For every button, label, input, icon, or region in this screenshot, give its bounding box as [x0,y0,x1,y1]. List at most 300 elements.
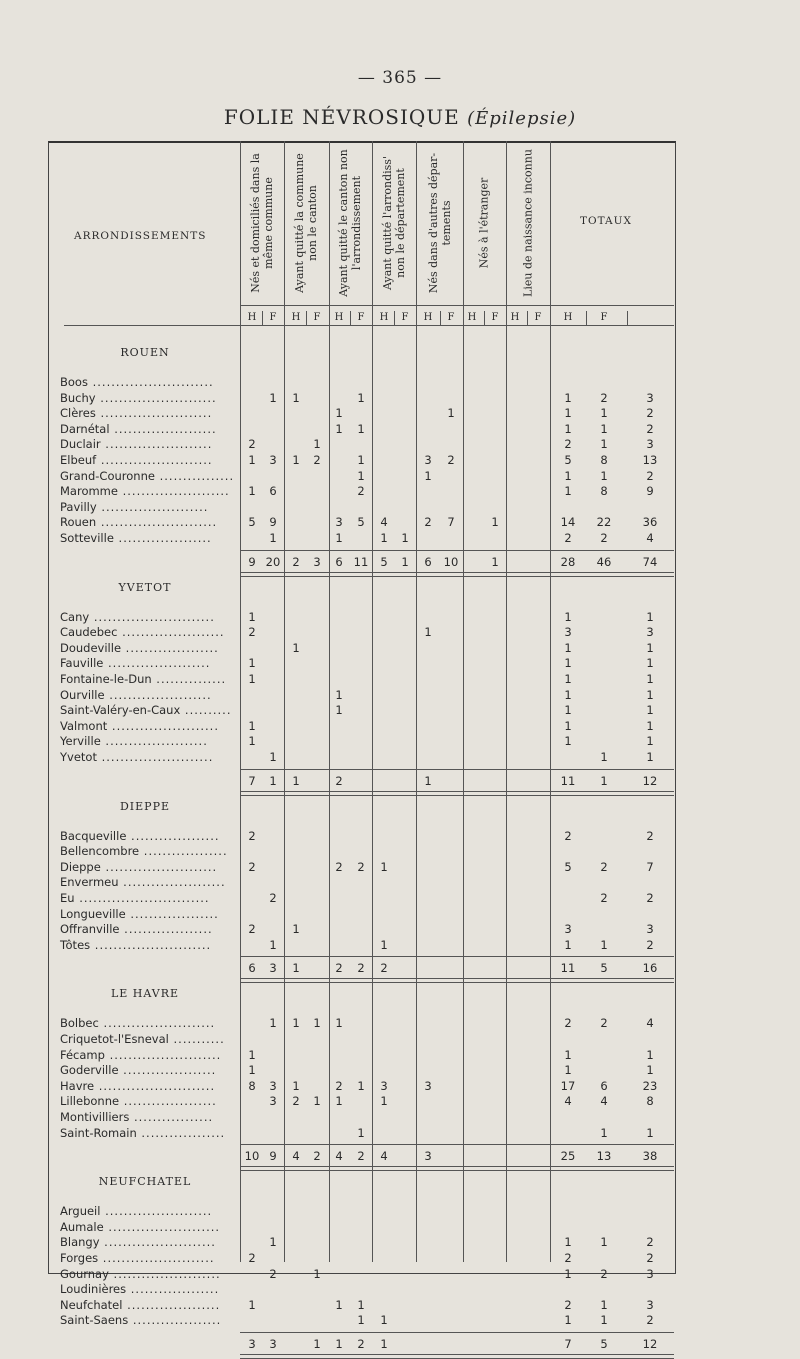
cell-value: 1 [646,1125,654,1140]
cell-value: 4 [600,1094,608,1109]
row-label: Offranville ................... [60,922,213,937]
total-value: 1 [491,554,499,569]
cell-value: 36 [642,515,658,530]
cell-value: 1 [564,937,572,952]
cell-value: 2 [248,828,256,843]
cell-value: 2 [600,531,608,545]
cell-value: 1 [564,718,572,733]
f-label: F [357,312,365,323]
leader-dots: .................. [136,1125,226,1140]
cell-value: 1 [248,484,256,499]
cell-value: 1 [600,1313,608,1328]
leader-dots: ........................ [104,1047,222,1062]
cell-value: 1 [357,1078,365,1093]
double-rule [240,978,674,983]
row-label: Criquetot-l'Esneval ........... [60,1032,225,1046]
cell-value: 2 [646,1251,654,1265]
total-value: 4 [380,1149,388,1164]
row-label: Sotteville .................... [60,531,212,545]
cell-value: 1 [248,734,256,749]
cell-value: 1 [564,703,572,718]
row-label: Bolbec ........................ [60,1016,216,1031]
cell-value: 2 [248,625,256,640]
cell-value: 2 [564,1016,572,1031]
h-label: H [467,312,477,323]
cell-value: 1 [248,672,256,686]
cell-value: 3 [424,453,432,467]
subtotal-rule [240,956,674,957]
column-divider [550,141,551,1262]
cell-value: 2 [335,859,343,874]
cell-value: 3 [646,390,654,405]
hf-divider [440,311,441,325]
cell-value: 1 [600,406,608,421]
cell-value: 1 [335,406,343,421]
row-label: Doudeville .................... [60,640,219,655]
row-label: Goderville .................... [60,1063,217,1078]
row-label: Fauville ...................... [60,656,211,671]
hf-divider [627,311,628,325]
cell-value: 1 [335,1094,343,1109]
row-label: Buchy ......................... [60,390,217,405]
cell-value: 2 [564,531,572,545]
cell-value: 1 [600,468,608,483]
leader-dots: ......................... [94,1078,216,1093]
cell-value: 2 [357,859,365,874]
cell-value: 8 [600,453,608,467]
cell-value: 1 [292,922,300,937]
leader-dots: ...................... [100,734,208,749]
cell-value: 1 [335,421,343,436]
total-value: 3 [248,1337,256,1351]
cell-value: 1 [564,656,572,671]
h-label: H [510,312,520,323]
total-value: 1 [292,961,300,976]
leader-dots: ........................ [98,1251,215,1265]
cell-value: 2 [646,828,654,843]
cell-value: 2 [564,1251,572,1265]
cell-value: 1 [564,1313,572,1328]
cell-value: 1 [600,1297,608,1312]
cell-value: 1 [447,406,455,421]
cell-value: 13 [642,453,658,467]
cell-value: 2 [269,1266,277,1281]
f-label: F [491,312,499,323]
total-value: 5 [380,554,388,569]
f-label: F [600,312,608,323]
column-header: Lieu de naissance inconnu [521,149,535,297]
cell-value: 1 [357,468,365,483]
column-header: Nés et domiciliés dans la même commune [249,153,275,293]
leader-dots: ...................... [103,656,211,671]
cell-value: 1 [313,437,321,452]
cell-value: 2 [357,484,365,499]
cell-value: 2 [646,421,654,436]
row-label: Eu ............................ [60,891,210,905]
cell-value: 1 [335,1016,343,1031]
row-label: Forges ........................ [60,1251,215,1265]
cell-value: 4 [646,1016,654,1031]
row-label: Bellencombre .................. [60,844,228,859]
leader-dots: ....................... [96,499,209,514]
cell-value: 1 [564,406,572,421]
total-value: 20 [265,554,281,569]
cell-value: 2 [600,1266,608,1281]
cell-value: 2 [424,515,432,530]
cell-value: 1 [424,468,432,483]
f-label: F [313,312,321,323]
cell-value: 1 [646,672,654,686]
double-rule [240,572,674,577]
cell-value: 2 [646,937,654,952]
cell-value: 1 [564,421,572,436]
total-value: 1 [380,1337,388,1351]
cell-value: 1 [248,453,256,467]
cell-value: 1 [600,750,608,764]
cell-value: 17 [560,1078,576,1093]
cell-value: 1 [600,421,608,436]
cell-value: 6 [600,1078,608,1093]
section-heading: LE HAVRE [110,987,180,1001]
cell-value: 9 [269,515,277,530]
title-sub: (Épilepsie) [467,108,577,129]
cell-value: 1 [564,672,572,686]
hf-divider [394,311,395,325]
total-value: 11 [560,961,576,976]
leader-dots: .................... [113,531,212,545]
cell-value: 2 [564,828,572,843]
total-value: 11 [353,554,369,569]
leader-dots: ....................... [100,1204,213,1219]
total-value: 2 [380,961,388,976]
cell-value: 3 [269,1078,277,1093]
cell-value: 23 [642,1078,658,1093]
section-heading: YVETOT [118,580,172,594]
total-value: 3 [269,1337,277,1351]
cell-value: 4 [564,1094,572,1109]
cell-value: 2 [600,859,608,874]
leader-dots: ................ [154,468,235,483]
cell-value: 4 [646,531,654,545]
row-label: Bacqueville ................... [60,828,220,843]
h-label: H [379,312,389,323]
cell-value: 2 [313,453,321,467]
total-value: 12 [642,773,658,788]
cell-value: 1 [564,1235,572,1250]
cell-value: 14 [560,515,576,530]
cell-value: 5 [564,859,572,874]
leader-dots: ................... [128,1313,222,1328]
cell-value: 1 [313,1094,321,1109]
row-label: Tôtes ......................... [60,937,212,952]
cell-value: 1 [600,937,608,952]
row-label: Blangy ........................ [60,1235,216,1250]
leader-dots: ................... [125,906,219,921]
column-divider [240,141,241,1262]
total-value: 4 [335,1149,343,1164]
cell-value: 3 [646,1297,654,1312]
cell-value: 1 [357,1297,365,1312]
cell-value: 3 [646,437,654,452]
hf-divider [586,311,587,325]
row-label: Saint-Romain .................. [60,1125,226,1140]
row-label: Fécamp ........................ [60,1047,222,1062]
row-label: Boos .......................... [60,375,214,389]
cell-value: 1 [564,734,572,749]
cell-value: 3 [564,625,572,640]
total-value: 5 [600,961,608,976]
h-label: H [563,312,573,323]
cell-value: 1 [646,609,654,624]
cell-value: 1 [564,484,572,499]
cell-value: 8 [646,1094,654,1109]
row-label: Grand-Couronne ................ [60,468,235,483]
row-label: Valmont ....................... [60,718,219,733]
cell-value: 1 [646,640,654,655]
cell-value: 1 [380,937,388,952]
cell-value: 1 [269,937,277,952]
total-value: 4 [292,1149,300,1164]
total-value: 2 [357,1149,365,1164]
cell-value: 2 [447,453,455,467]
h-label: H [334,312,344,323]
leader-dots: .................... [122,1297,221,1312]
row-label: Havre ......................... [60,1078,216,1093]
column-header: Ayant quitté l'arrondiss' non le département [381,156,407,290]
cell-value: 1 [292,640,300,655]
cell-value: 1 [292,390,300,405]
row-label: Ourville ...................... [60,687,212,702]
total-value: 74 [642,554,658,569]
cell-value: 2 [248,859,256,874]
cell-value: 1 [269,1016,277,1031]
row-label: Caudebec ...................... [60,625,225,640]
cell-value: 9 [646,484,654,499]
f-label: F [269,312,277,323]
hf-divider [527,311,528,325]
cell-value: 1 [357,1125,365,1140]
total-value: 2 [357,1337,365,1351]
cell-value: 1 [646,718,654,733]
cell-value: 1 [248,1063,256,1078]
total-value: 6 [335,554,343,569]
cell-value: 1 [564,1266,572,1281]
leader-dots: ........................ [100,859,218,874]
leader-dots: ............... [151,672,227,686]
double-rule [240,791,674,796]
cell-value: 1 [380,1313,388,1328]
cell-value: 1 [248,656,256,671]
column-divider [416,141,417,1262]
cell-value: 1 [335,1297,343,1312]
cell-value: 3 [269,1094,277,1109]
total-value: 7 [564,1337,572,1351]
column-header: Nés à l'étranger [477,177,491,269]
leader-dots: ......................... [90,937,212,952]
row-label: Rouen ......................... [60,515,218,530]
cell-value: 1 [335,687,343,702]
subtotal-rule [240,550,674,551]
leader-dots: .................... [119,1094,217,1109]
leader-dots: ........................ [96,453,213,467]
leader-dots: ........................ [99,1235,216,1250]
cell-value: 1 [564,1047,572,1062]
total-value: 10 [443,554,459,569]
cell-value: 1 [564,687,572,702]
subtotal-rule [240,769,674,770]
row-label: Saint-Saens ................... [60,1313,222,1328]
cell-value: 1 [269,1235,277,1250]
row-label: Duclair ....................... [60,437,213,452]
total-value: 9 [269,1149,277,1164]
cell-value: 3 [269,453,277,467]
section-heading: NEUFCHATEL [98,1175,192,1189]
cell-value: 1 [357,421,365,436]
cell-value: 2 [269,891,277,905]
leader-dots: ........................ [103,1219,221,1234]
title-main: FOLIE NÉVROSIQUE [223,105,460,129]
total-value: 1 [424,773,432,788]
row-label: Fontaine-le-Dun ............... [60,672,227,686]
total-value: 9 [248,554,256,569]
cell-value: 2 [564,437,572,452]
cell-value: 1 [401,531,409,545]
row-label: Gournay ....................... [60,1266,221,1281]
total-value: 1 [269,773,277,788]
section-heading: DIEPPE [119,799,171,813]
total-value: 38 [642,1149,658,1164]
double-rule [240,1166,674,1171]
leader-dots: ....................... [100,437,213,452]
column-divider [506,141,507,1262]
cell-value: 3 [646,625,654,640]
cell-value: 1 [564,1063,572,1078]
cell-value: 2 [248,1251,256,1265]
cell-value: 5 [357,515,365,530]
leader-dots: ....................... [108,1266,221,1281]
cell-value: 1 [600,437,608,452]
row-label: Yerville ...................... [60,734,208,749]
leader-dots: ................... [126,1282,220,1297]
cell-value: 1 [646,656,654,671]
cell-value: 1 [269,390,277,405]
cell-value: 1 [292,1016,300,1031]
cell-value: 1 [564,640,572,655]
total-value: 2 [292,554,300,569]
total-value: 12 [642,1337,658,1351]
leader-dots: ........................ [98,1016,216,1031]
cell-value: 2 [248,922,256,937]
page-title [0,105,800,129]
total-value: 1 [600,773,608,788]
f-label: F [447,312,455,323]
cell-value: 1 [248,718,256,733]
cell-value: 1 [564,390,572,405]
cell-value: 1 [269,750,277,764]
total-value: 1 [313,1337,321,1351]
cell-value: 1 [335,703,343,718]
cell-value: 7 [447,515,455,530]
cell-value: 1 [292,1078,300,1093]
cell-value: 1 [292,453,300,467]
page-number: — 365 — [357,68,443,88]
cell-value: 1 [357,390,365,405]
cell-value: 1 [646,703,654,718]
cell-value: 1 [491,515,499,530]
total-value: 3 [269,961,277,976]
cell-value: 1 [380,1094,388,1109]
cell-value: 1 [600,1125,608,1140]
h-label: H [247,312,257,323]
row-label: Darnétal ...................... [60,421,217,436]
total-value: 16 [642,961,658,976]
leader-dots: ........................ [95,406,213,421]
total-value: 1 [292,773,300,788]
cell-value: 1 [646,687,654,702]
leader-dots: ......................... [96,515,218,530]
cell-value: 2 [646,1313,654,1328]
total-value: 7 [248,773,256,788]
leader-dots: ................... [119,922,213,937]
row-label: Clères ........................ [60,406,213,421]
cell-value: 4 [380,515,388,530]
hf-divider [262,311,263,325]
leader-dots: .................... [118,1063,217,1078]
cell-value: 3 [424,1078,432,1093]
total-value: 11 [560,773,576,788]
cell-value: 1 [313,1266,321,1281]
cell-value: 1 [313,1016,321,1031]
leader-dots: ...................... [104,687,212,702]
cell-value: 3 [564,922,572,937]
total-value: 2 [335,773,343,788]
total-value: 5 [600,1337,608,1351]
total-value: 1 [401,554,409,569]
leader-dots: .......................... [87,375,214,389]
cell-value: 1 [564,609,572,624]
cell-value: 2 [335,1078,343,1093]
cell-value: 1 [357,453,365,467]
total-value: 25 [560,1149,576,1164]
row-label: Envermeu ...................... [60,875,226,890]
cell-value: 2 [600,891,608,905]
leader-dots: .................... [121,640,219,655]
total-value: 2 [335,961,343,976]
row-label: Pavilly ....................... [60,499,209,514]
cell-value: 2 [600,390,608,405]
cell-value: 3 [646,1266,654,1281]
total-value: 3 [424,1149,432,1164]
row-label: Saint-Valéry-en-Caux .......... [60,703,232,718]
row-label: Lillebonne .................... [60,1094,217,1109]
row-label: Yvetot ........................ [60,750,214,764]
cell-value: 1 [248,609,256,624]
cell-value: 1 [564,468,572,483]
hf-divider [350,311,351,325]
row-label: Dieppe ........................ [60,859,218,874]
cell-value: 1 [269,531,277,545]
cell-value: 1 [380,859,388,874]
arrondissements-header: ARRONDISSEMENTS [74,230,207,242]
leader-dots: ...................... [109,421,217,436]
h-label: H [423,312,433,323]
leader-dots: ................... [126,828,220,843]
row-label: Cany .......................... [60,609,215,624]
total-value: 13 [596,1149,612,1164]
cell-value: 2 [646,406,654,421]
cell-value: 22 [596,515,612,530]
double-rule [240,1354,674,1359]
